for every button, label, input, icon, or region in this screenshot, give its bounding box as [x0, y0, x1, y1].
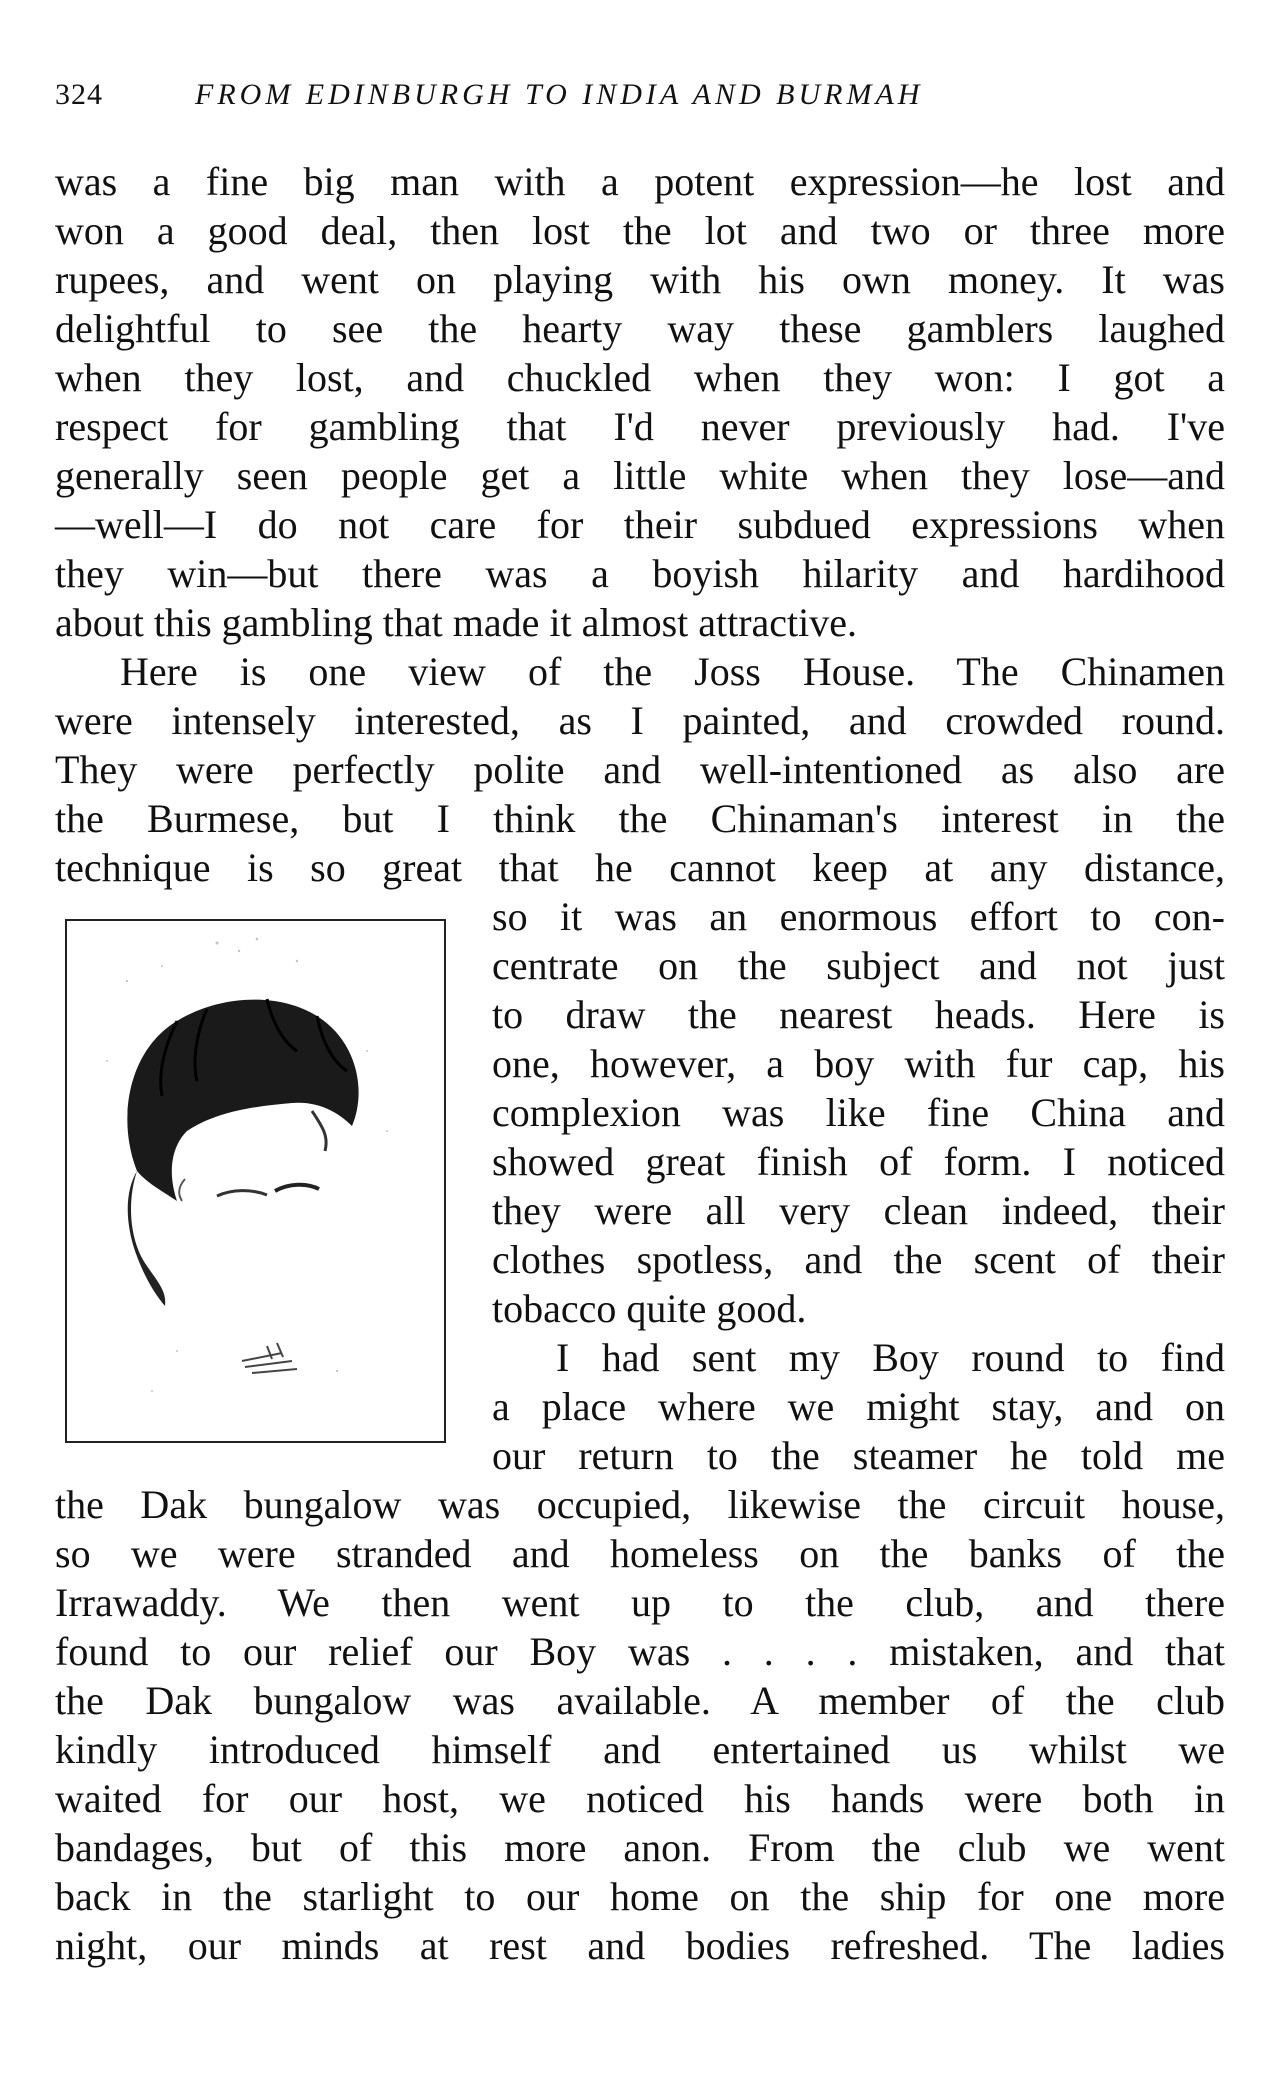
body-line: Irrawaddy. We then went up to the club, and there [55, 1580, 1225, 1625]
body-line: the Dak bungalow was occupied, likewise the circuit house, [55, 1482, 1225, 1527]
body-line: I had sent my Boy round to find [556, 1335, 1225, 1380]
body-line: Here is one view of the Joss House. The Chinamen [120, 649, 1225, 694]
body-line: bandages, but of this more anon. From the club we went [55, 1825, 1225, 1870]
body-line: they win—but there was a boyish hilarity and hardihood [55, 551, 1225, 596]
body-line: so it was an enormous effort to con- [492, 894, 1225, 939]
body-line: —well—I do not care for their subdued expressions when [55, 502, 1225, 547]
body-line: about this gambling that made it almost attractive. [55, 600, 858, 645]
body-line: They were perfectly polite and well-intentioned as also are [55, 747, 1225, 792]
page-number: 324 [55, 78, 103, 111]
body-line: to draw the nearest heads. Here is [492, 992, 1225, 1037]
body-line: waited for our host, we noticed his hands were both in [55, 1776, 1225, 1821]
boy-fur-cap-drawing [67, 921, 444, 1441]
body-line: they were all very clean indeed, their [492, 1188, 1225, 1233]
body-line: the Burmese, but I think the Chinaman's interest in the [55, 796, 1225, 841]
running-header [55, 78, 1235, 128]
body-line: our return to the steamer he told me [492, 1433, 1225, 1478]
body-line: when they lost, and chuckled when they won: I got a [55, 355, 1225, 400]
body-line: was a fine big man with a potent expression—he lost and [55, 159, 1225, 204]
body-line: respect for gambling that I'd never previously had. I've [55, 404, 1225, 449]
running-title: FROM EDINBURGH TO INDIA AND BURMAH [195, 78, 924, 111]
body-line: won a good deal, then lost the lot and two or three more [55, 208, 1225, 253]
body-line: the Dak bungalow was available. A member of the club [55, 1678, 1225, 1723]
body-line: back in the starlight to our home on the ship for one more [55, 1874, 1225, 1919]
body-line: found to our relief our Boy was . . . . mistaken, and that [55, 1629, 1225, 1674]
body-line: centrate on the subject and not just [492, 943, 1225, 988]
body-line: complexion was like fine China and [492, 1090, 1225, 1135]
body-line: rupees, and went on playing with his own money. It was [55, 257, 1225, 302]
body-line: a place where we might stay, and on [492, 1384, 1225, 1429]
body-line: delightful to see the hearty way these gamblers laughed [55, 306, 1225, 351]
body-line: night, our minds at rest and bodies refreshed. The ladies [55, 1923, 1225, 1968]
body-line: clothes spotless, and the scent of their [492, 1237, 1225, 1282]
body-line: were intensely interested, as I painted, and crowded round. [55, 698, 1225, 743]
body-line: generally seen people get a little white when they lose—and [55, 453, 1225, 498]
body-line: showed great finish of form. I noticed [492, 1139, 1225, 1184]
body-line: so we were stranded and homeless on the banks of the [55, 1531, 1225, 1576]
portrait-sketch [65, 919, 446, 1443]
body-line: tobacco quite good. [492, 1286, 807, 1331]
body-line: kindly introduced himself and entertained us whilst we [55, 1727, 1225, 1772]
body-line: one, however, a boy with fur cap, his [492, 1041, 1225, 1086]
body-line: technique is so great that he cannot keep at any distance, [55, 845, 1225, 890]
